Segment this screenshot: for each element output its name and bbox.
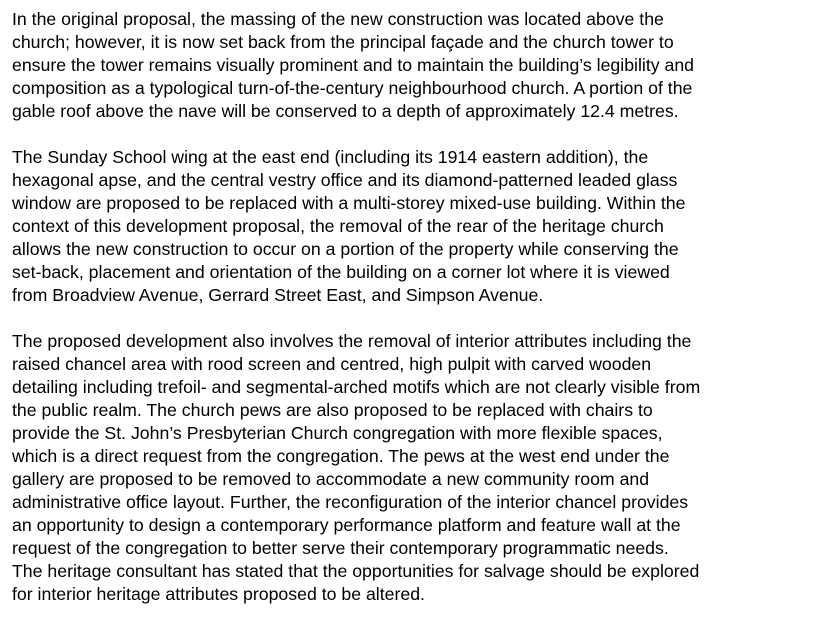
- document-page: [12, 8, 812, 606]
- paragraph-massing-setback: In the original proposal, the massing of the new construction was located above the church; however, it is now set back from the principal façade and the church tower to ensure the tower remains visually prominent and to maintain the building’s legibility and composition as a typological turn-of-the-century neighbourhood church. A portion of the gable roof above the nave will be conserved to a depth of approximately 12.4 metres.: [12, 9, 695, 121]
- paragraph-sunday-school-wing: The Sunday School wing at the east end (including its 1914 eastern addition), the hexagonal apse, and the central vestry office and its diamond-patterned leaded glass window are proposed to be replaced with a multi-storey mixed-use building. Within the context of this development proposal, the removal of the rear of the heritage church allows the new construction to occur on a portion of the property while conserving the set-back, placement and orientation of the building on a corner lot where it is viewed from Broadview Avenue, Gerrard Street East, and Simpson Avenue.: [12, 147, 686, 305]
- paragraph-interior-attributes: The proposed development also involves the removal of interior attributes including the raised chancel area with rood screen and centred, high pulpit with carved wooden detailing including trefoil- and segmental-arched motifs which are not clearly visible from the public realm. The church pews are also proposed to be replaced with chairs to provide the St. John’s Presbyterian Church congregation with more flexible spaces, which is a direct request from the congregation. The pews at the west end under the gallery are proposed to be removed to accommodate a new community room and administrative office layout. Further, the reconfiguration of the interior chancel provides an opportunity to design a contemporary performance platform and feature wall at the request of the congregation to better serve their contemporary programmatic needs. The heritage consultant has stated that the opportunities for salvage should be explored for interior heritage attributes proposed to be altered.: [12, 331, 701, 604]
